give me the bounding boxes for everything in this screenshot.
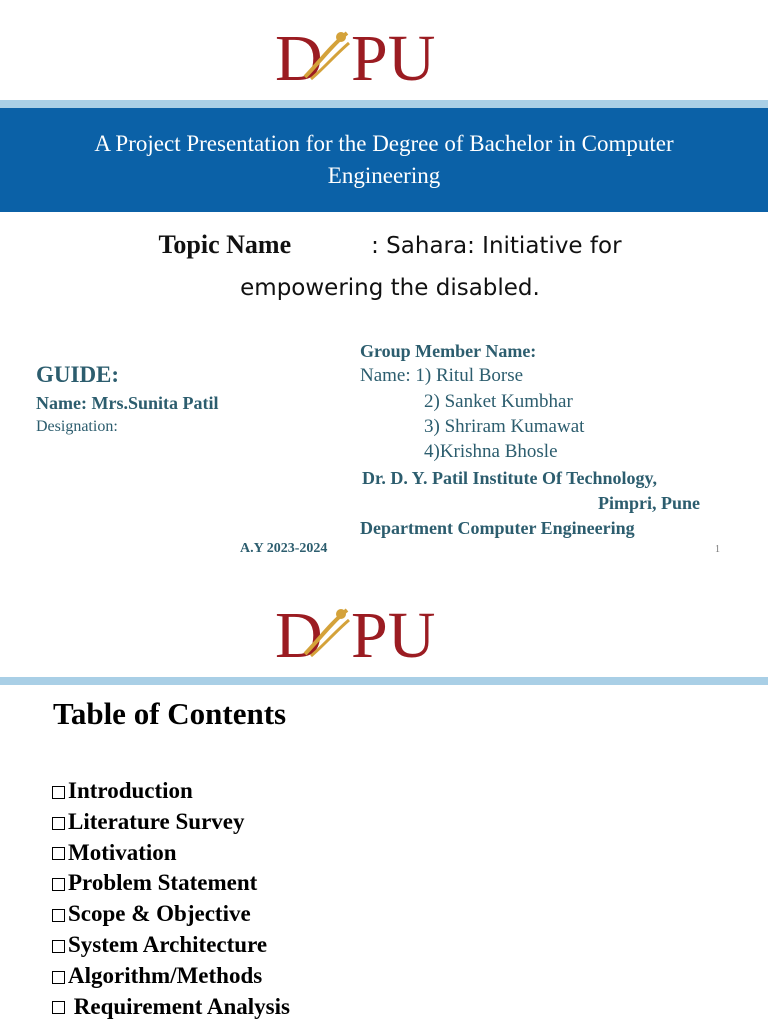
academic-year: A.Y 2023-2024 xyxy=(240,541,328,556)
checkbox-bullet-icon xyxy=(52,909,65,922)
checkbox-bullet-icon xyxy=(52,847,65,860)
dpu-logo xyxy=(275,602,475,662)
slide-toc xyxy=(0,580,768,1024)
dpu-logo-graphic xyxy=(275,25,475,85)
guide-name: Name: Mrs.Sunita Patil xyxy=(36,393,219,413)
toc-item: Introduction xyxy=(52,776,290,807)
header-rule xyxy=(0,100,768,108)
member-1: Name: 1) Ritul Borse xyxy=(360,365,524,386)
checkbox-bullet-icon xyxy=(52,878,65,891)
toc-item: Motivation xyxy=(52,838,290,869)
group-heading: Group Member Name: xyxy=(360,341,537,361)
page-number: 1 xyxy=(715,544,720,555)
toc-item: System Architecture xyxy=(52,930,290,961)
toc-item: Requirement Analysis xyxy=(52,992,290,1023)
checkbox-bullet-icon xyxy=(52,786,65,799)
checkbox-bullet-icon xyxy=(52,817,65,830)
topic-block xyxy=(120,224,660,309)
guide-heading: GUIDE: xyxy=(36,362,120,387)
department: Department Computer Engineering xyxy=(360,518,635,538)
svg-text:PU: PU xyxy=(351,602,436,662)
toc-item: Problem Statement xyxy=(52,868,290,899)
checkbox-bullet-icon xyxy=(52,940,65,953)
member-4: 4)Krishna Bhosle xyxy=(424,441,558,462)
topic-value: : Sahara: Initiative for empowering the disabled. xyxy=(240,233,622,301)
checkbox-bullet-icon xyxy=(52,1001,65,1014)
svg-text:D: D xyxy=(275,602,323,662)
svg-text:PU: PU xyxy=(351,25,436,85)
toc-item: Scope & Objective xyxy=(52,899,290,930)
toc-list xyxy=(52,776,290,1022)
institute-location: Pimpri, Pune xyxy=(598,493,700,513)
guide-designation: Designation: xyxy=(36,418,118,435)
member-3: 3) Shriram Kumawat xyxy=(424,416,585,437)
topic-label: Topic Name xyxy=(158,230,292,259)
toc-title: Table of Contents xyxy=(53,696,287,731)
toc-item: Literature Survey xyxy=(52,807,290,838)
checkbox-bullet-icon xyxy=(52,971,65,984)
dpu-logo xyxy=(275,25,475,85)
svg-text:D: D xyxy=(275,25,323,85)
member-2: 2) Sanket Kumbhar xyxy=(424,391,573,412)
dpu-logo-graphic xyxy=(275,602,475,662)
presentation-banner: A Project Presentation for the Degree of Bachelor in Computer Engineering xyxy=(0,108,768,212)
header-rule xyxy=(0,677,768,685)
toc-item: Algorithm/Methods xyxy=(52,961,290,992)
institute-name: Dr. D. Y. Patil Institute Of Technology, xyxy=(362,468,658,488)
